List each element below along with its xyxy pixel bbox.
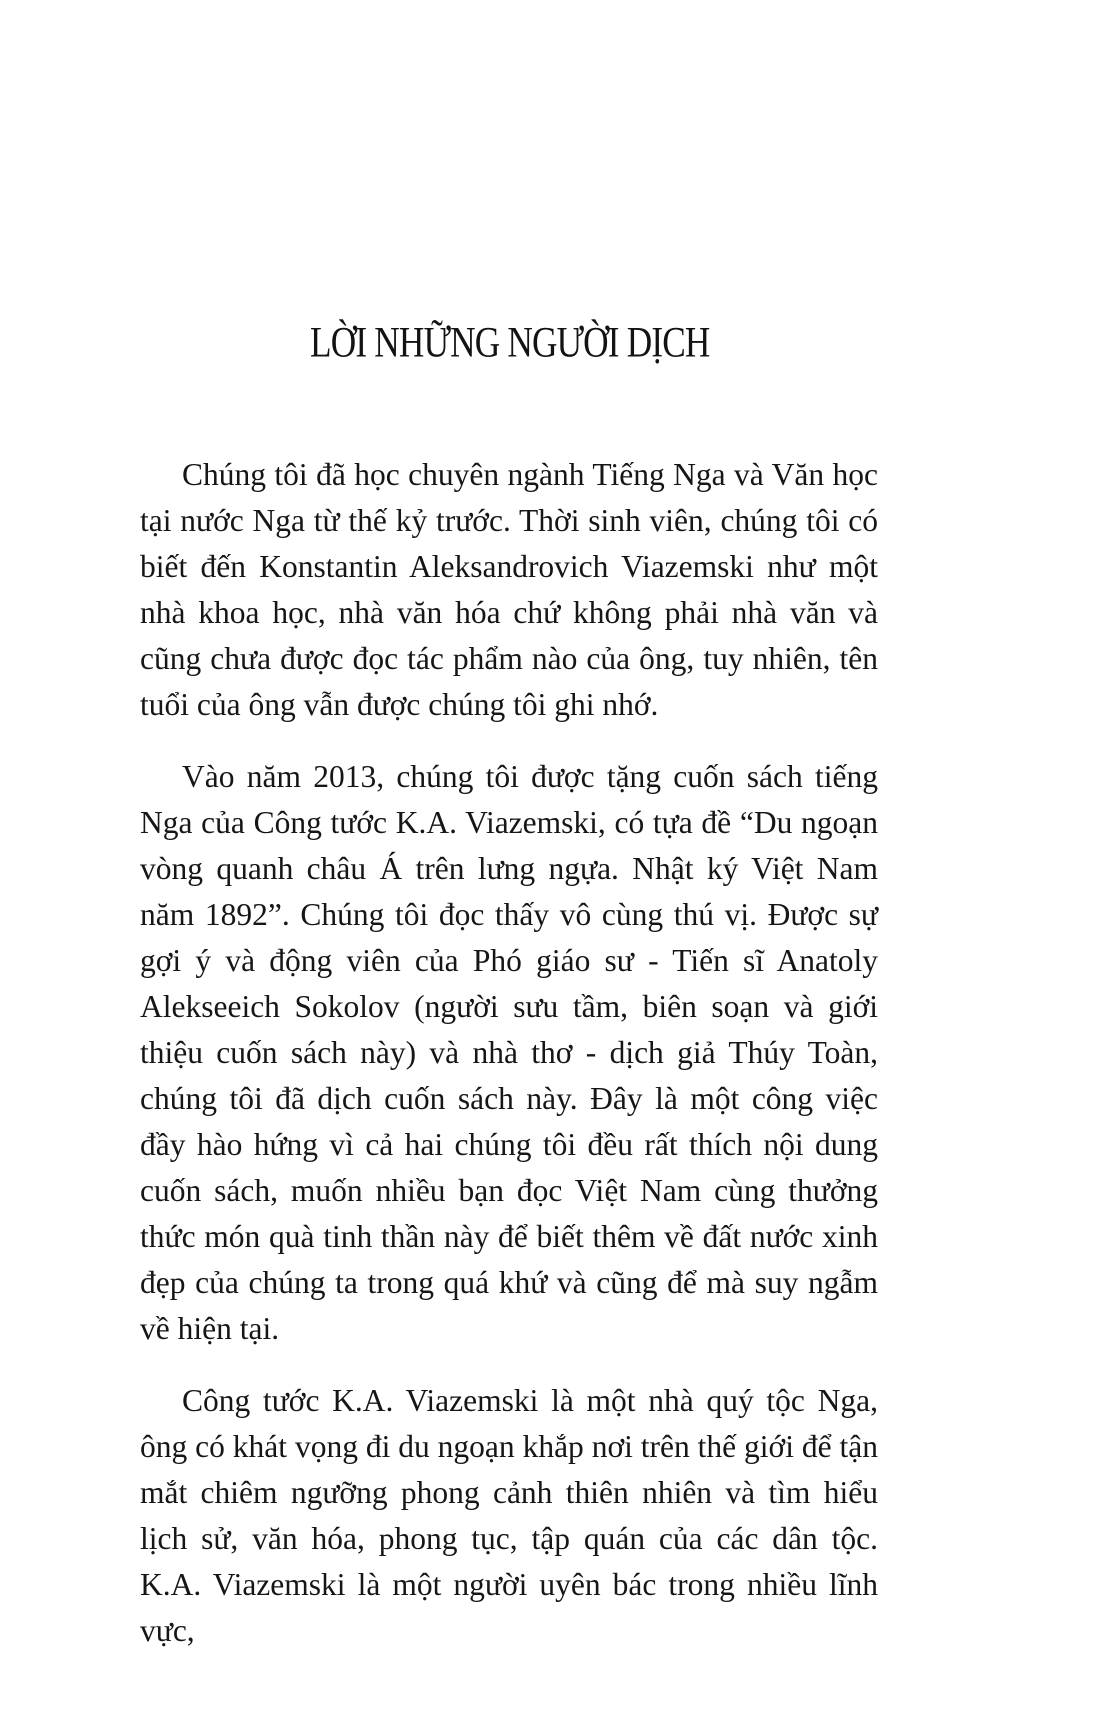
paragraph: Chúng tôi đã học chuyên ngành Tiếng Nga và Văn học tại nước Nga từ thế kỷ trước. Thời sinh viên, chúng tôi có biết đến Konstantin Aleksandrovich Viazemski như một nhà khoa học, nhà văn hóa chứ không phải nhà văn và cũng chưa được đọc tác phẩm nào của ông, tuy nhiên, tên tuổi của ông vẫn được chúng tôi ghi nhớ.: [140, 457, 878, 722]
body-text: [140, 452, 878, 1680]
chapter-heading-container: [140, 318, 880, 366]
paragraph: Công tước K.A. Viazemski là một nhà quý tộc Nga, ông có khát vọng đi du ngoạn khắp nơi trên thế giới để tận mắt chiêm ngưỡng phong cảnh thiên nhiên và tìm hiểu lịch sử, văn hóa, phong tục, tập quán của các dân tộc. K.A. Viazemski là một người uyên bác trong nhiều lĩnh vực,: [140, 1383, 878, 1648]
page-title: LỜI NHỮNG NGƯỜI DỊCH: [310, 319, 710, 367]
paragraph: Vào năm 2013, chúng tôi được tặng cuốn sách tiếng Nga của Công tước K.A. Viazemski, có tựa đề “Du ngoạn vòng quanh châu Á trên lưng ngựa. Nhật ký Việt Nam năm 1892”. Chúng tôi đọc thấy vô cùng thú vị. Được sự gợi ý và động viên của Phó giáo sư - Tiến sĩ Anatoly Alekseeich Sokolov (người sưu tầm, biên soạn và giới thiệu cuốn sách này) và nhà thơ - dịch giả Thúy Toàn, chúng tôi đã dịch cuốn sách này. Đây là một công việc đầy hào hứng vì cả hai chúng tôi đều rất thích nội dung cuốn sách, muốn nhiều bạn đọc Việt Nam cùng thưởng thức món quà tinh thần này để biết thêm về đất nước xinh đẹp của chúng ta trong quá khứ và cũng để mà suy ngẫm về hiện tại.: [140, 759, 878, 1346]
